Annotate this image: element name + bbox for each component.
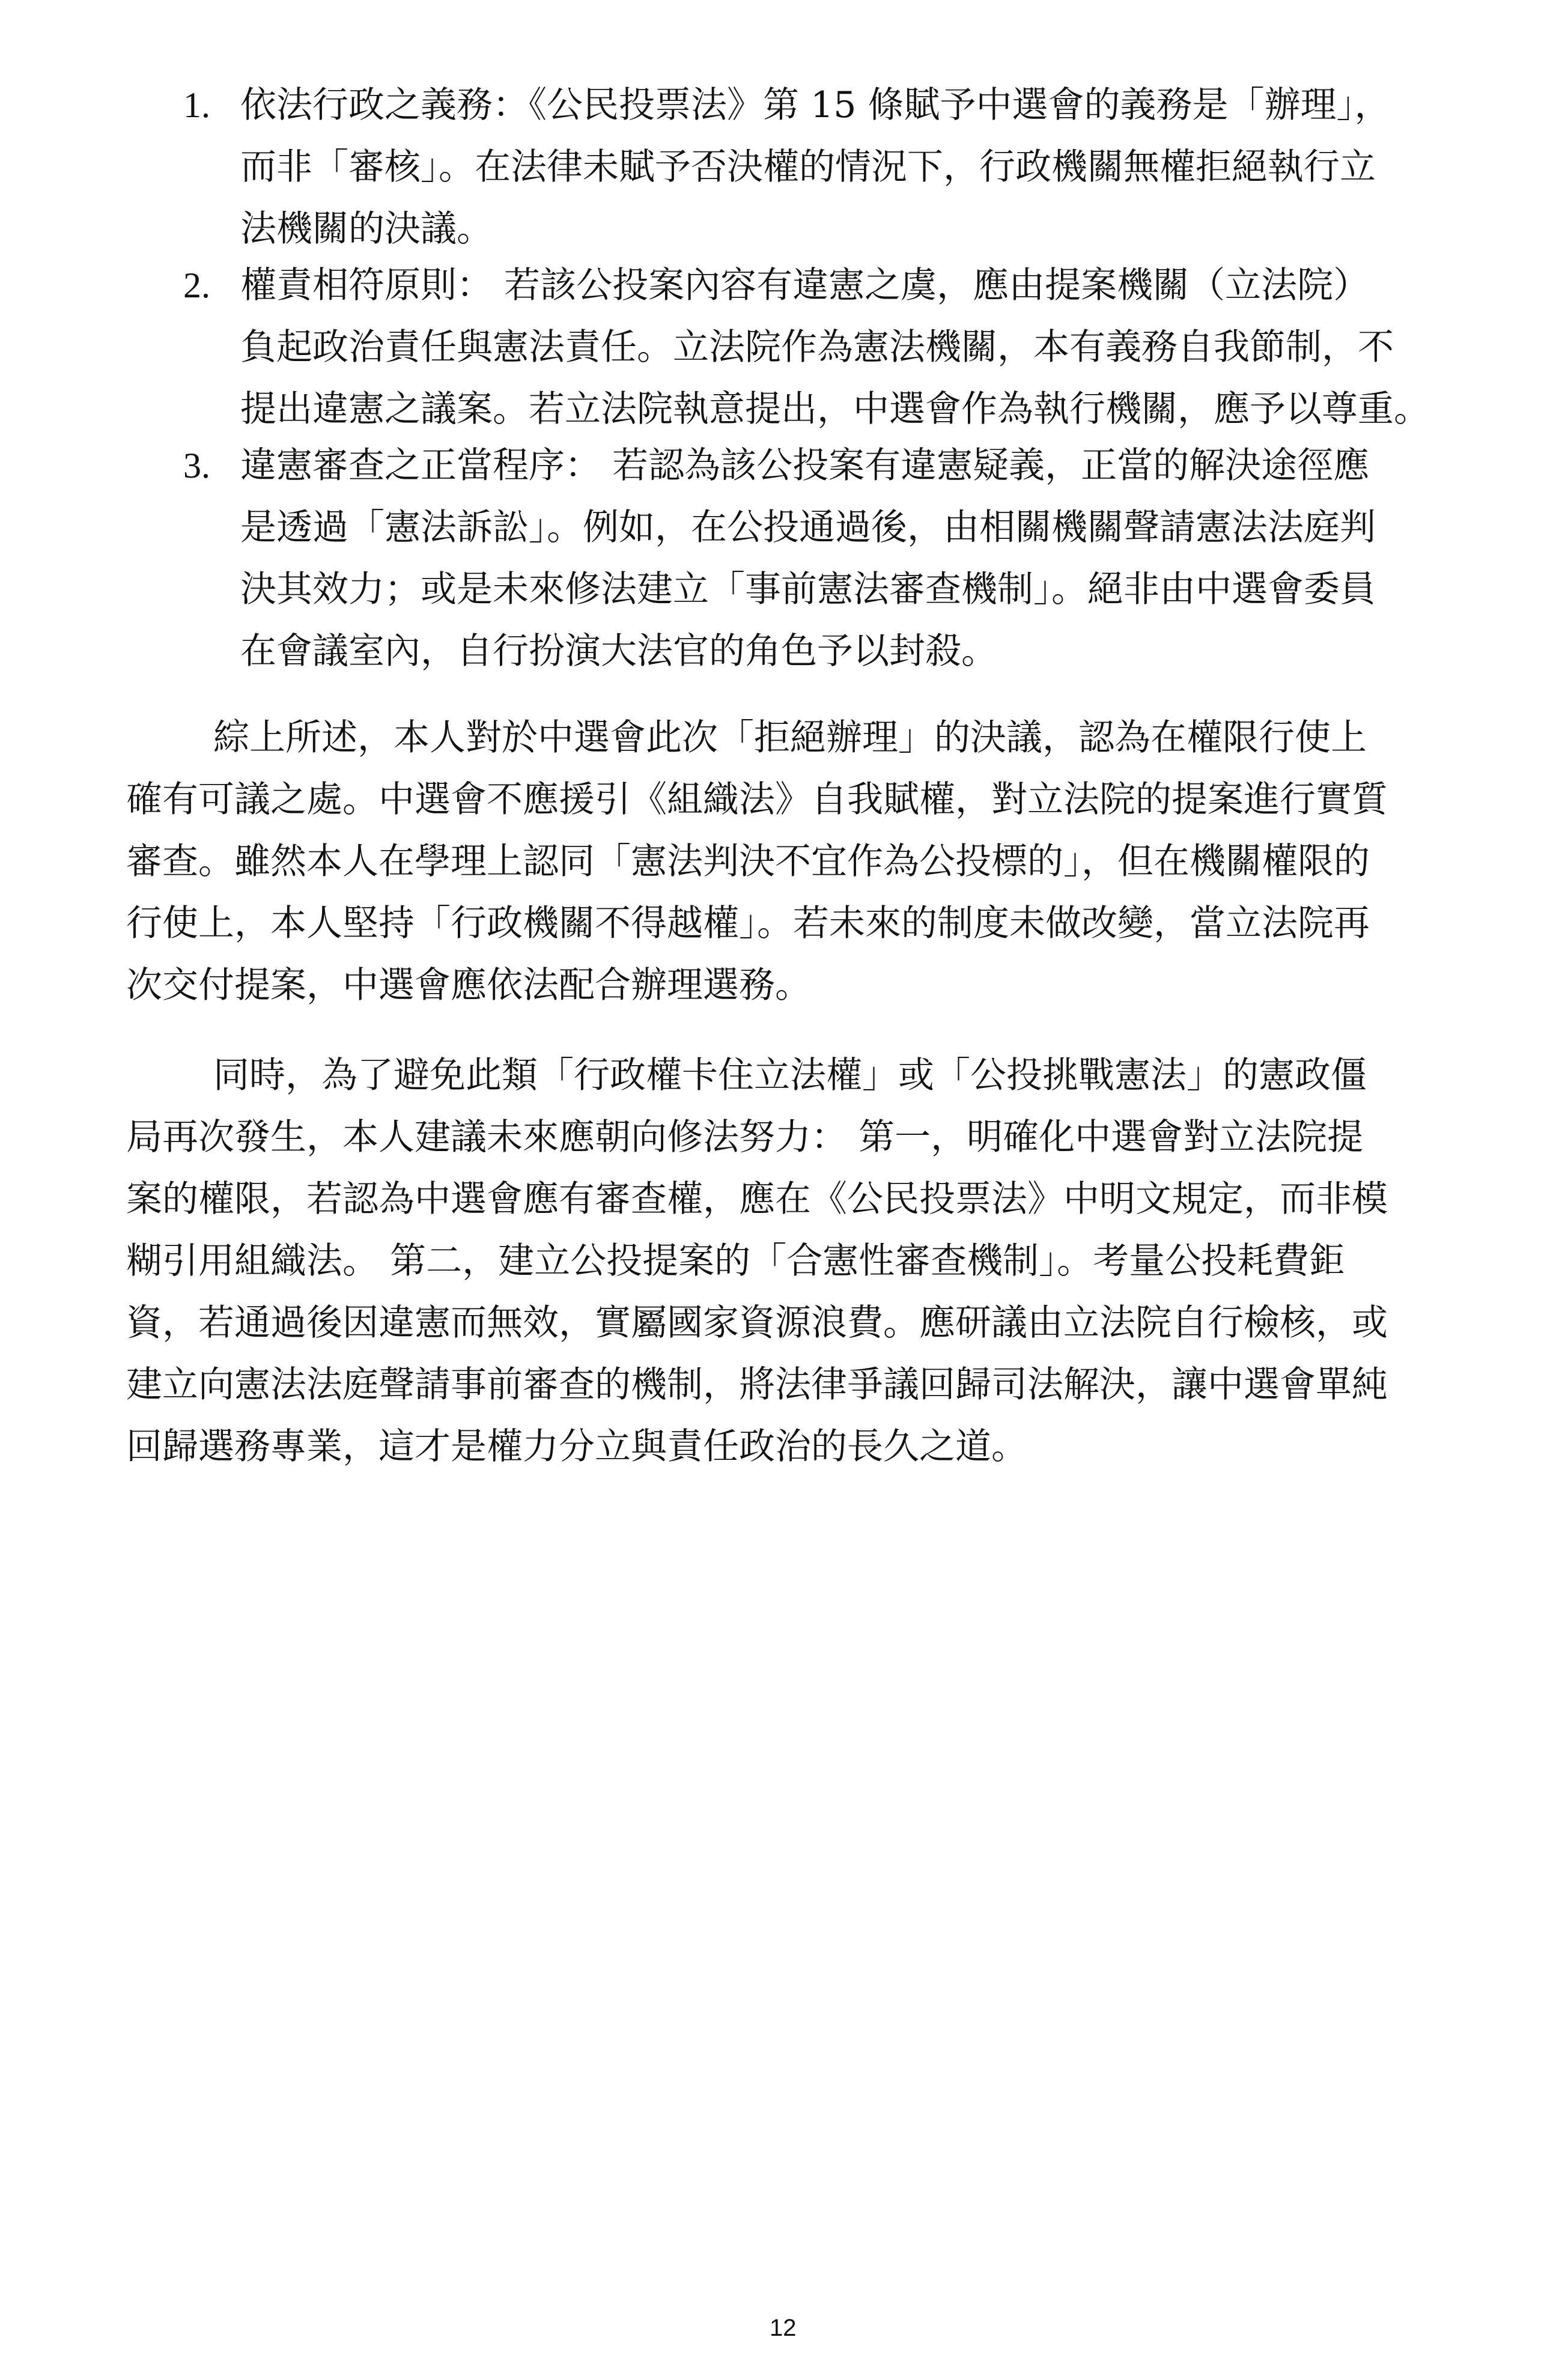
list-item-1-line-3: 法機關的決議。: [240, 208, 493, 250]
list-item-1-line-2: 而非「審核」。在法律未賦予否決權的情況下，行政機關無權拒絕執行立: [240, 146, 1376, 188]
list-item-3-line-1: 違憲審查之正當程序： 若認為該公投案有違憲疑義，正當的解決途徑應: [240, 445, 1370, 487]
paragraph-2-line-1: 同時，為了避免此類「行政權卡住立法權」或「公投挑戰憲法」的憲政僵: [213, 1054, 1367, 1096]
paragraph-1-line-2: 確有可議之處。中選會不應援引《組織法》自我賦權，對立法院的提案進行實質: [126, 779, 1388, 821]
paragraph-2-line-3: 案的權限，若認為中選會應有審查權，應在《公民投票法》中明文規定，而非模: [126, 1178, 1388, 1220]
page-number: 12: [770, 2315, 797, 2341]
paragraph-2-line-7: 回歸選務專業，這才是權力分立與責任政治的長久之道。: [126, 1426, 1027, 1468]
paragraph-1-line-3: 審查。雖然本人在學理上認同「憲法判決不宜作為公投標的」，但在機關權限的: [126, 840, 1370, 883]
list-number-3: 3.: [183, 446, 210, 485]
paragraph-1-line-4: 行使上，本人堅持「行政機關不得越權」。若未來的制度未做改變，當立法院再: [126, 902, 1370, 944]
list-item-3-line-3: 決其效力；或是未來修法建立「事前憲法審查機制」。絕非由中選會委員: [240, 568, 1376, 610]
list-item-2-line-3: 提出違憲之議案。若立法院執意提出，中選會作為執行機關，應予以尊重。: [240, 388, 1430, 430]
paragraph-1-line-1: 綜上所述，本人對於中選會此次「拒絕辦理」的決議，認為在權限行使上: [213, 717, 1367, 759]
list-number-1: 1.: [183, 85, 210, 125]
list-item-1-line-1: 依法行政之義務：《公民投票法》第 15 條賦予中選會的義務是「辦理」，: [240, 84, 1391, 126]
paragraph-2-line-5: 資，若通過後因違憲而無效，實屬國家資源浪費。應研議由立法院自行檢核，或: [126, 1302, 1388, 1344]
paragraph-2-line-2: 局再次發生，本人建議未來應朝向修法努力： 第一，明確化中選會對立法院提: [126, 1116, 1364, 1158]
paragraph-1-line-5: 次交付提案，中選會應依法配合辦理選務。: [126, 964, 811, 1006]
list-item-3-line-4: 在會議室內，自行扮演大法官的角色予以封殺。: [240, 630, 997, 672]
list-item-2-line-1: 權責相符原則： 若該公投案內容有違憲之虞，應由提案機關（立法院）: [240, 264, 1370, 306]
list-item-3-line-2: 是透過「憲法訴訟」。例如，在公投通過後，由相關機關聲請憲法法庭判: [240, 506, 1376, 548]
paragraph-2-line-4: 糊引用組織法。 第二，建立公投提案的「合憲性審查機制」。考量公投耗費鉅: [126, 1240, 1346, 1282]
list-item-2-line-2: 負起政治責任與憲法責任。立法院作為憲法機關，本有義務自我節制，不: [240, 326, 1394, 368]
list-number-2: 2.: [183, 266, 210, 305]
paragraph-2-line-6: 建立向憲法法庭聲請事前審查的機制，將法律爭議回歸司法解決，讓中選會單純: [126, 1364, 1388, 1406]
